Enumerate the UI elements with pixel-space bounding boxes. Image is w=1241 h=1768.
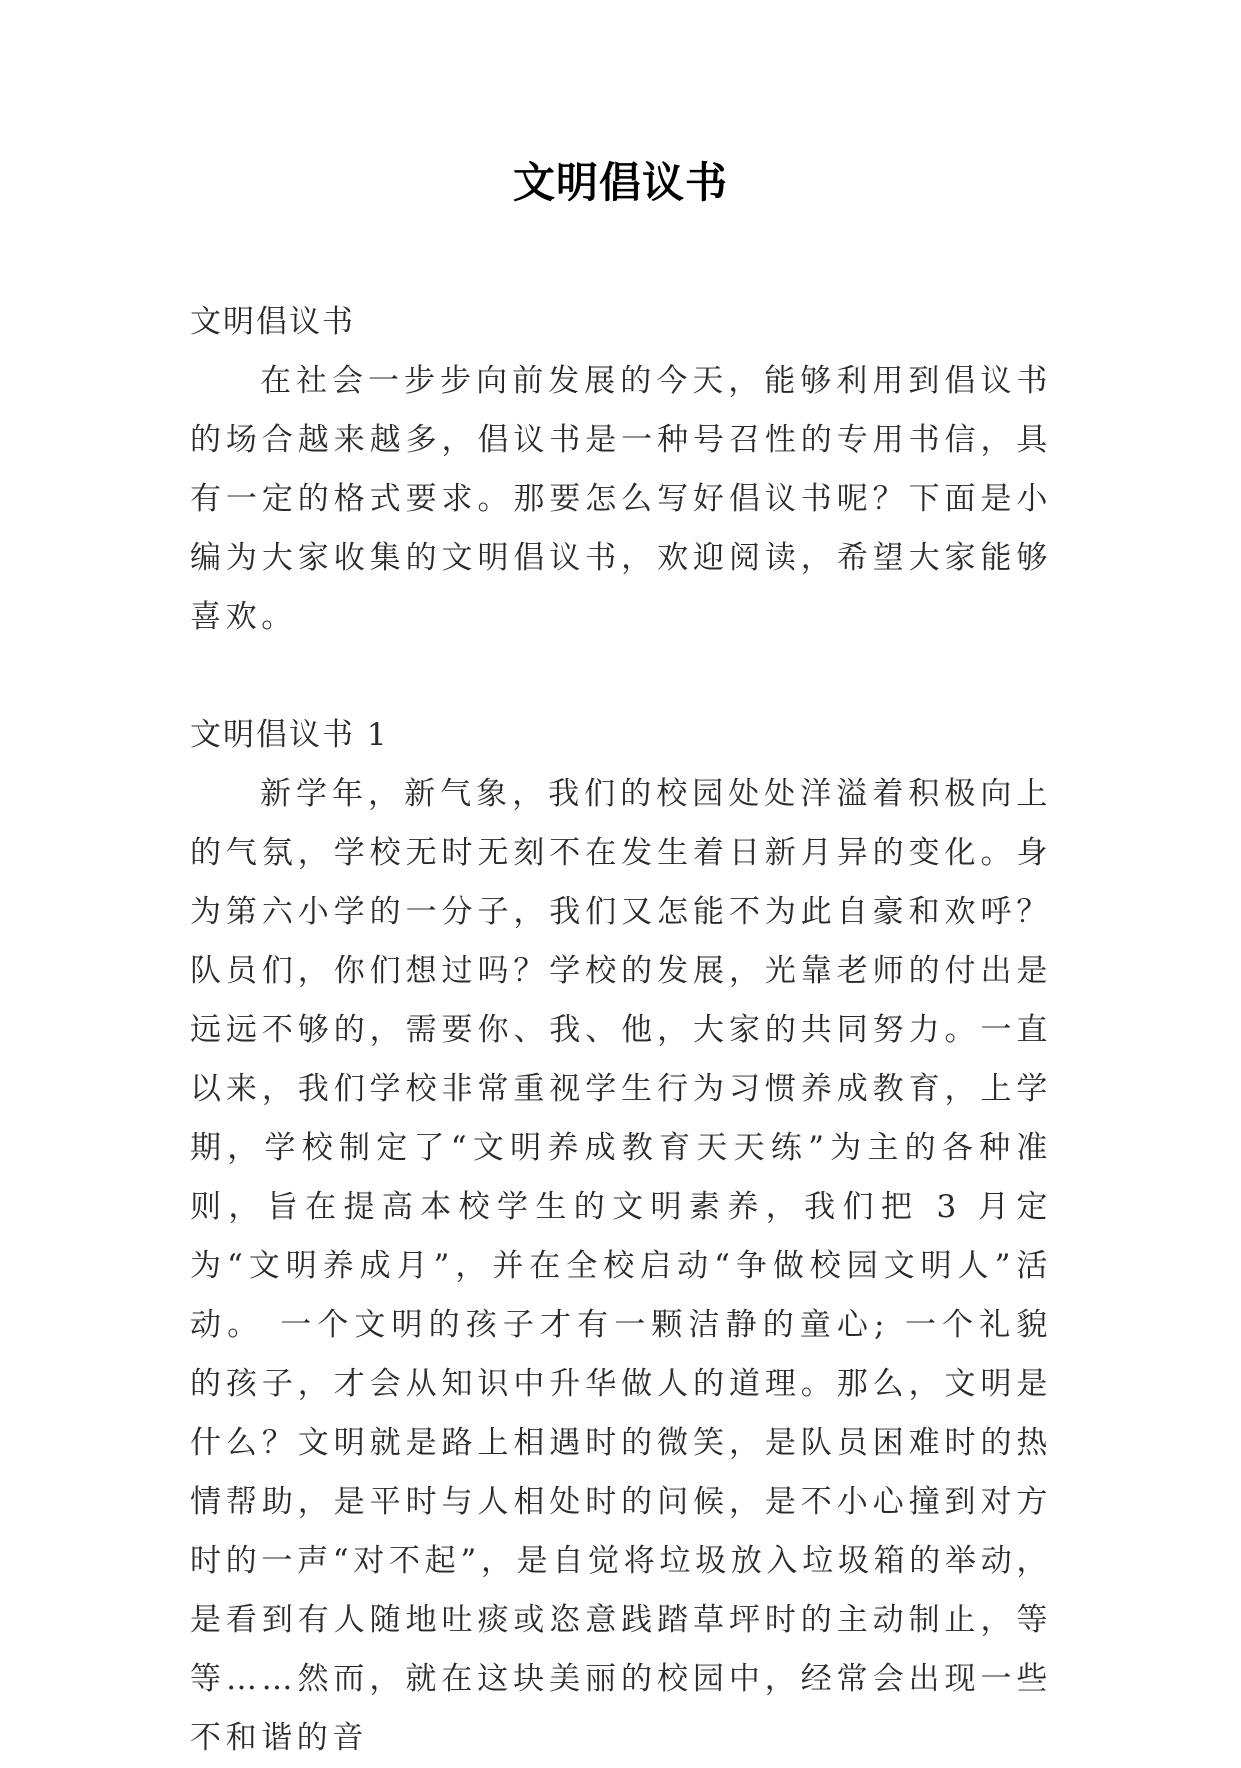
intro-paragraph: 在社会一步步向前发展的今天，能够利用到倡议书的场合越来越多，倡议书是一种号召性的专用书信，具有一定的格式要求。那要怎么写好倡议书呢？下面是小编为大家收集的文明倡议书，欢迎阅读，希望大家能够喜欢。	[190, 363, 1052, 635]
section-1-heading: 文明倡议书 1	[190, 717, 389, 753]
section-1-paragraph: 新学年，新气象，我们的校园处处洋溢着积极向上的气氛，学校无时无刻不在发生着日新月异的变化。身为第六小学的一分子，我们又怎能不为此自豪和欢呼？ 队员们，你们想过吗？学校的发展，光靠老师的付出是远远不够的，需要你、我、他，大家的共同努力。一直以来，我们学校非常重视学生行为习惯养成教育，上学期，学校制定了“文明养成教育天天练”为主的各种准则，旨在提高本校学生的文明素养，我们把 3 月定为“文明养成月”，并在全校启动“争做校园文明人”活动。 一个文明的孩子才有一颗洁静的童心; 一个礼貌的孩子，才会从知识中升华做人的道理。那么，文明是什么？文明就是路上相遇时的微笑，是队员困难时的热情帮助，是平时与人相处时的问候，是不小心撞到对方时的一声“对不起”，是自觉将垃圾放入垃圾箱的举动，是看到有人随地吐痰或恣意践踏草坪时的主动制止，等等……然而，就在这块美丽的校园中，经常会出现一些不和谐的音	[190, 776, 1052, 1756]
document-title: 文明倡议书	[512, 158, 728, 207]
intro-heading: 文明倡议书	[190, 304, 355, 340]
section-spacer	[190, 647, 1052, 706]
document-body	[190, 293, 1052, 1768]
